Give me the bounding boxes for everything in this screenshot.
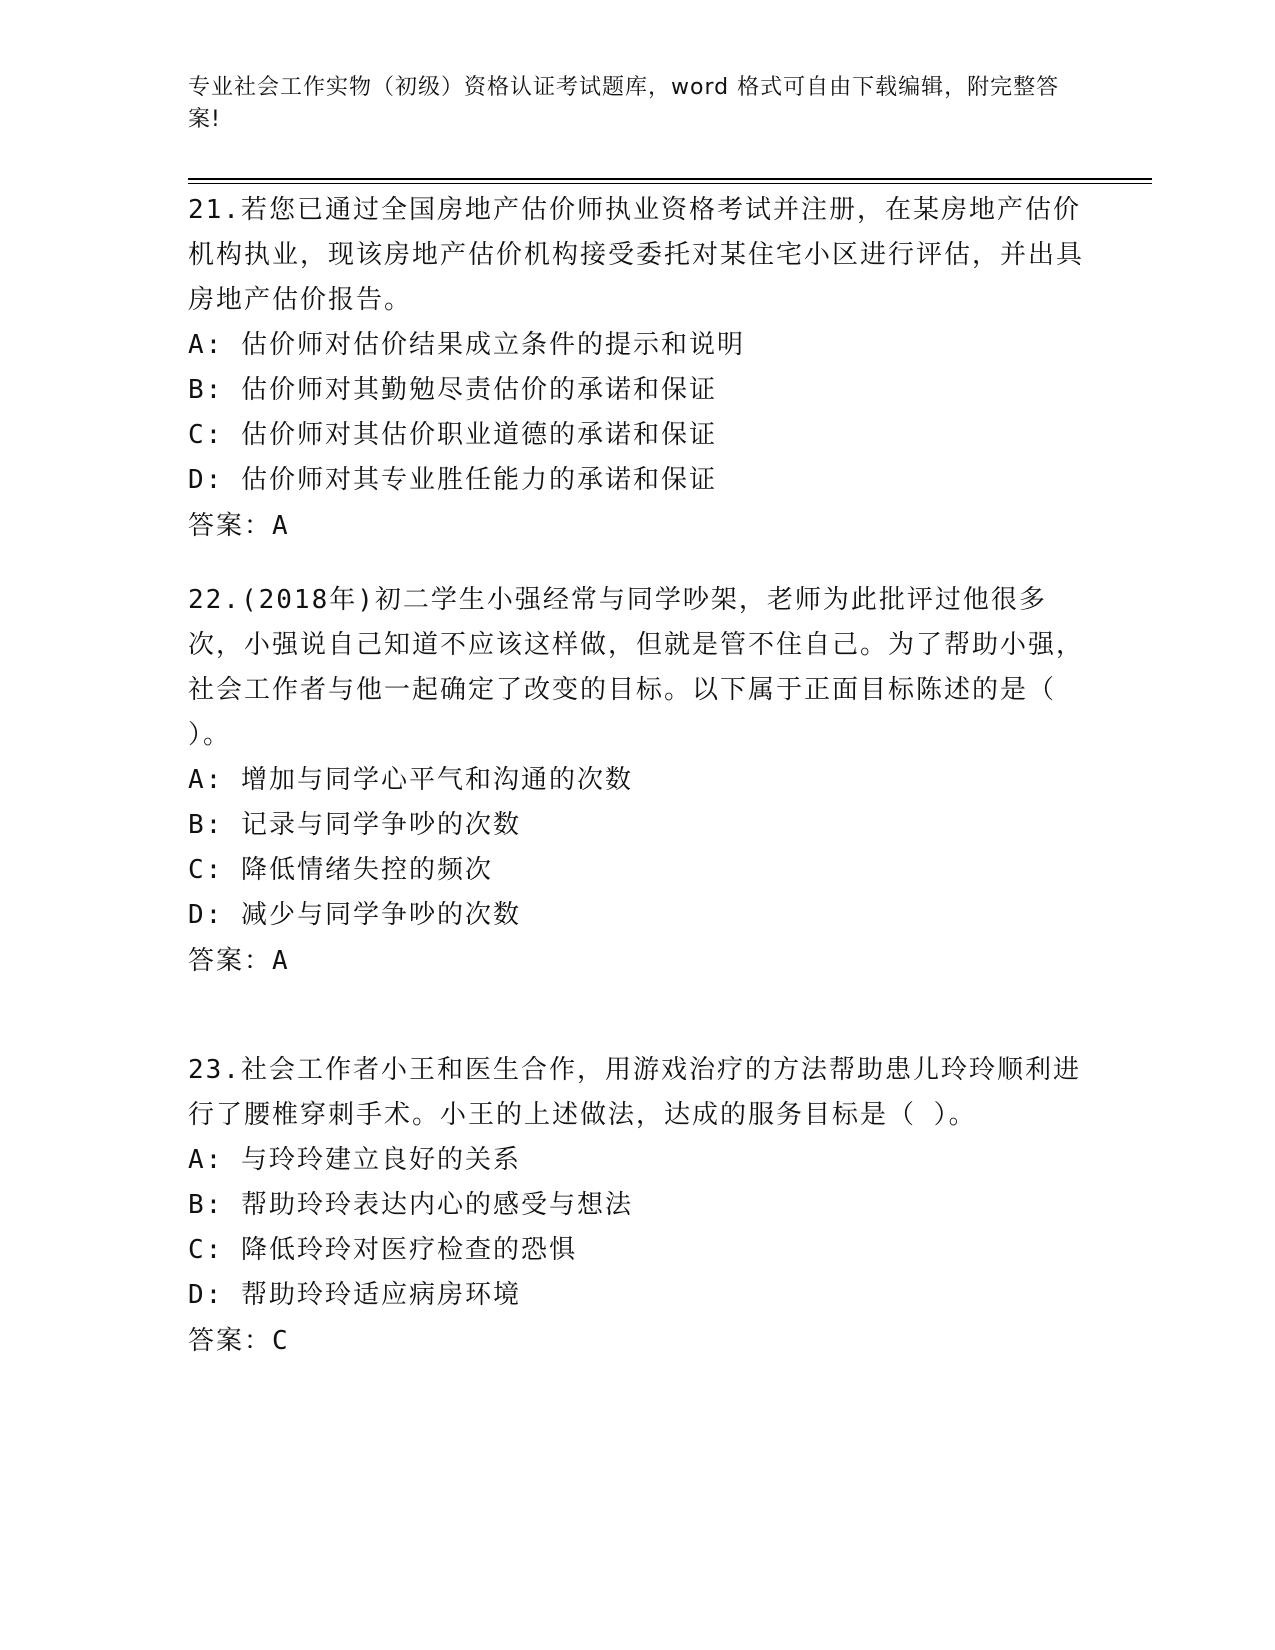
answer-label: 答案： — [188, 946, 273, 976]
option-c: C: 降低玲玲对医疗检查的恐惧 — [188, 1235, 577, 1265]
answer-value: C — [272, 1326, 290, 1356]
option-d: D: 减少与同学争吵的次数 — [188, 900, 521, 930]
option-a: A: 增加与同学心平气和沟通的次数 — [188, 765, 633, 795]
question-23 — [188, 1048, 1088, 1364]
option-a: A: 估价师对估价结果成立条件的提示和说明 — [188, 330, 745, 360]
answer-line — [188, 1318, 1088, 1364]
question-stem: 21.若您已通过全国房地产估价师执业资格考试并注册，在某房地产估价机构执业，现该房地产估价机构接受委托对某住宅小区进行评估，并出具房地产估价报告。 — [188, 195, 1085, 315]
question-21 — [188, 188, 1088, 549]
answer-label: 答案： — [188, 1326, 273, 1356]
answer-label: 答案： — [188, 511, 273, 541]
option-b: B: 记录与同学争吵的次数 — [188, 810, 521, 840]
header-divider-thick — [188, 178, 1152, 180]
document-header: 专业社会工作实物（初级）资格认证考试题库，word 格式可自由下载编辑，附完整答案! — [188, 75, 1060, 132]
answer-line — [188, 503, 1088, 549]
answer-value: A — [272, 946, 290, 976]
header-divider-thin — [188, 183, 1152, 184]
option-b: B: 帮助玲玲表达内心的感受与想法 — [188, 1190, 633, 1220]
option-c: C: 估价师对其估价职业道德的承诺和保证 — [188, 420, 717, 450]
option-c: C: 降低情绪失控的频次 — [188, 855, 493, 885]
option-a: A: 与玲玲建立良好的关系 — [188, 1145, 521, 1175]
question-stem: 23.社会工作者小王和医生合作，用游戏治疗的方法帮助患儿玲玲顺利进行了腰椎穿刺手术。小王的上述做法，达成的服务目标是（ ）。 — [188, 1055, 1081, 1130]
question-22 — [188, 578, 1088, 984]
question-stem: 22.(2018年)初二学生小强经常与同学吵架，老师为此批评过他很多次，小强说自己知道不应该这样做，但就是管不住自己。为了帮助小强，社会工作者与他一起确定了改变的目标。以下属于正面目标陈述的是（ ）。 — [188, 585, 1085, 750]
answer-value: A — [272, 511, 290, 541]
option-d: D: 帮助玲玲适应病房环境 — [188, 1280, 521, 1310]
option-d: D: 估价师对其专业胜任能力的承诺和保证 — [188, 465, 717, 495]
option-b: B: 估价师对其勤勉尽责估价的承诺和保证 — [188, 375, 717, 405]
answer-line — [188, 938, 1088, 984]
